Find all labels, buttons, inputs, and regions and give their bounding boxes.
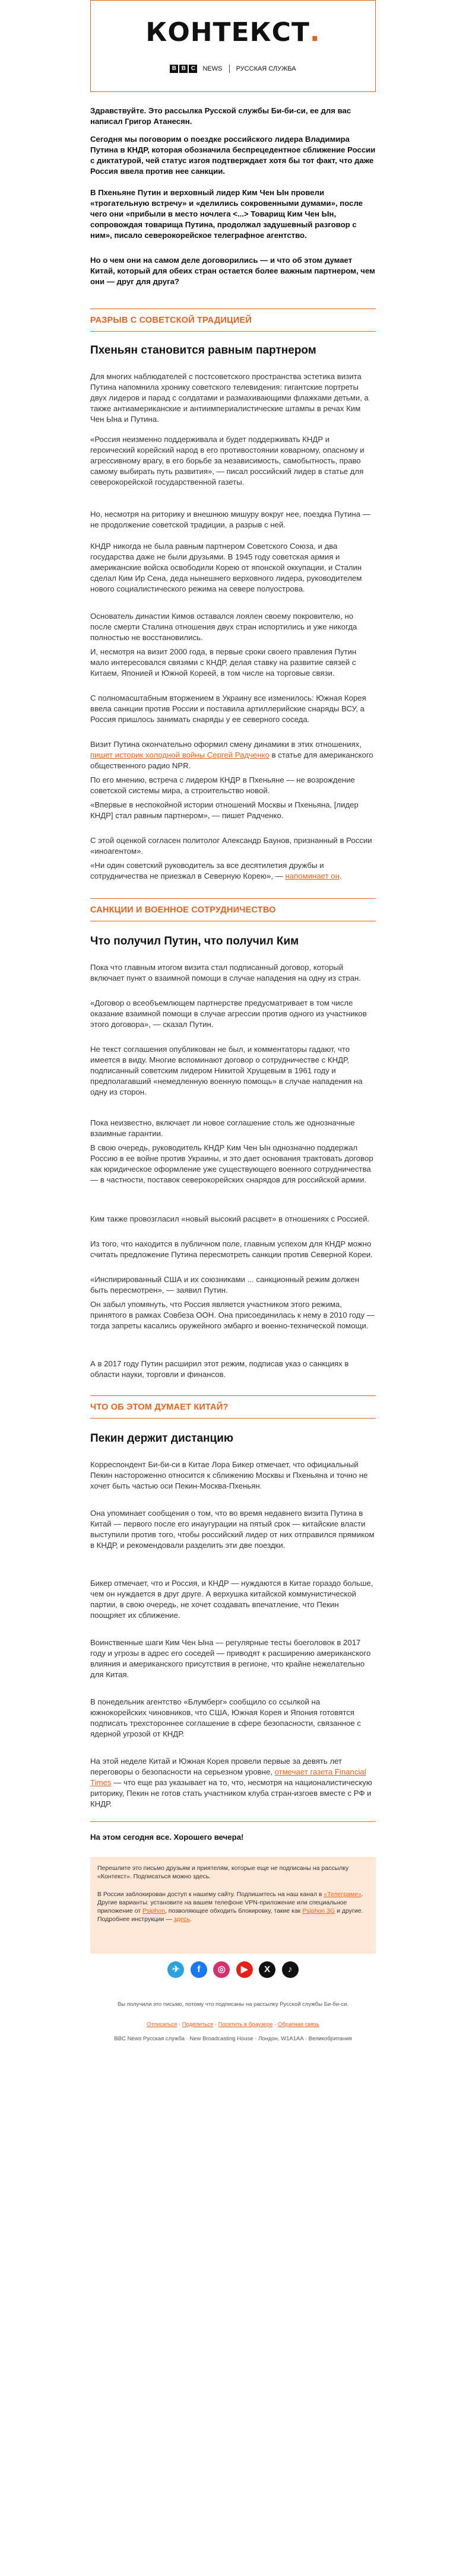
body-paragraph-with-link: На этой неделе Китай и Южная Корея провели первые за девять лет переговоры о безопасности на серьезном уровне, отмечает газета Financial Times — что еще раз указывает на то, что, несмотря на националистическую риторику, Пекин не готов стать участником клуба стран-изгоев вместе с РФ и КНДР. — [90, 1757, 372, 1808]
section-heading: Пхеньян становится равным партнером — [90, 344, 316, 357]
body-paragraph: И, несмотря на визит 2000 года, в первые сроки своего правления Путин мало интересовался связями с КНДР, делая ставку на развитие связей с Китаем, Японией и Южной Кореей, в том числе на торговые связи. — [90, 647, 357, 678]
body-paragraph: Она упоминает сообщения о том, что во время недавнего визита Путина в Китай — первого после его инаугурации на пятый срок — китайские власти выступили против того, чтобы российский лидер от них отправился прямиком в КНДР, и рекомендовали разделить эти две поездки. — [90, 1509, 375, 1550]
newsletter-header — [90, 0, 376, 92]
bbc-news-label: NEWS — [202, 65, 223, 72]
x-icon[interactable]: X — [259, 1961, 275, 1978]
body-paragraph: «Впервые в неспокойной истории отношений Москвы и Пхеньяна, [лидер КНДР] стал равным партнером», — пишет Радченко. — [90, 800, 359, 820]
telegram-icon[interactable]: ✈ — [167, 1961, 184, 1978]
social-icons-row — [0, 1961, 466, 1985]
psiphon-3g-link[interactable]: Psiphon 3G — [302, 1907, 335, 1914]
bbc-logo-box: B — [179, 65, 188, 73]
radchenko-article-link[interactable]: пишет историк холодной войны Сергей Радченко — [90, 750, 270, 759]
body-paragraph-with-link: «Ни один советский руководитель за все десятилетия дружбы и сотрудничества не приезжал в Северную Корею», — напоминает он. — [90, 861, 342, 880]
section-divider — [90, 1418, 376, 1419]
body-paragraph: Пока что главным итогом визита стал подписанный договор, который включает пункт о взаимной помощи в случае нападения на одну из стран. — [90, 963, 361, 982]
section-title: РАЗРЫВ С СОВЕТСКОЙ ТРАДИЦИЕЙ — [90, 316, 252, 325]
promo-block — [90, 1857, 376, 1954]
tiktok-icon[interactable]: ♪ — [282, 1961, 299, 1978]
footer-notice: Вы получили это письмо, потому что подписаны на рассылку Русской службы Би-би-си. — [117, 2001, 349, 2008]
youtube-icon[interactable]: ▶ — [236, 1961, 253, 1978]
instagram-icon[interactable]: ◎ — [213, 1961, 230, 1978]
section-divider — [90, 1821, 376, 1822]
lead-paragraph: Сегодня мы поговорим о поездке российского лидера Владимира Путина в КНДР, которая обозначила беспрецедентное сближение России с диктатурой, чей статус изгоя подтверждает хотя бы тот факт, что даже Россия ввела против нее санкции. — [90, 135, 376, 176]
body-paragraph: По его мнению, встреча с лидером КНДР в Пхеньяне — не возрождение советской системы мира, а строительство новой. — [90, 775, 355, 795]
footer-links: Отписаться · Поделиться · Посетить в браузере · Обратная связь — [147, 2021, 319, 2028]
telegram-channel-link[interactable]: «Телеграме» — [324, 1891, 362, 1898]
bbc-logo-box: B — [170, 65, 178, 73]
footer-address: BBC News Русская служба · New Broadcasting House · Лондон, W1A1AA · Великобритания — [114, 2036, 352, 2042]
body-paragraph: Для многих наблюдателей с постсоветского пространства эстетика визита Путина напомнила хронику советского телевидения: гигантские портреты двух лидеров и парад с солдатами и размахивающими флажками детьми, а также антиамериканские и антиимпериалистические штампы в речах Ким Чен Ына и Путина. — [90, 372, 369, 424]
body-paragraph: Он забыл упомянуть, что Россия является участником этого режима, принятого в рамках Совбеза ООН. Она присоединилась к нему в 2010 году — тогда запреты касались оружейного эмбарго и военно-технической помощи. — [90, 1300, 375, 1330]
facebook-icon[interactable]: f — [191, 1961, 207, 1978]
feedback-link[interactable]: Обратная связь — [277, 2021, 319, 2028]
body-paragraph: Бикер отмечает, что и Россия, и КНДР — нуждаются в Китае гораздо больше, чем он нуждается в друг друге. А верхушка китайской коммунистической партии, в свою очередь, не хочет создавать впечатление, что Пекин поощряет их сближение. — [90, 1579, 373, 1620]
body-paragraph: С полномасштабным вторжением в Украину все изменилось: Южная Корея ввела санкции против России и поставила артиллерийские снаряды ВСУ, а Россия пришлось занимать снаряды у ее северного соседа. — [90, 694, 366, 724]
body-paragraph: Но, несмотря на риторику и внешнюю мишуру вокруг нее, поездка Путина — не продолжение советской традиции, а разрыв с ней. — [90, 510, 370, 529]
bbc-branding — [91, 65, 375, 73]
promo-access-text: В России заблокирован доступ к нашему сайту. Подпишитесь на наш канал в «Телеграме». Другие варианты: установите на вашем телефоне VPN-приложение или специальное приложение от Psiphon, позволяющее обходить блокировку, такие как Psiphon 3G и другие. Подробнее инструкции — здесь. — [97, 1891, 363, 1923]
body-paragraph: А в 2017 году Путин расширил этот режим, подписав указ о санкциях в области науки, торговли и финансов. — [90, 1359, 349, 1379]
intro-question: Но о чем они на самом деле договорились — и что об этом думает Китай, который для обеих стран остается более важным партнером, чем они — друг для друга? — [90, 256, 375, 286]
section-divider — [90, 331, 376, 332]
unsubscribe-link[interactable]: Отписаться — [147, 2021, 177, 2028]
service-name: РУССКАЯ СЛУЖБА — [236, 65, 296, 72]
body-paragraph: «Инспирированный США и их союзниками ... санкционный режим должен быть пересмотрен», — заявил Путин. — [90, 1275, 359, 1295]
body-paragraph: Основатель династии Кимов оставался лоялен своему покровителю, но после смерти Сталина отношения двух стран испортились и уже никогда полностью не восстановились. — [90, 612, 357, 642]
body-paragraph: Воинственные шаги Ким Чен Ына — регулярные тесты боеголовок в 2017 году и угрозы в адрес его соседей — приводят к расширению американского влияния и американского присутствия в регионе, что крайне нежелательно для Китая. — [90, 1638, 371, 1679]
section-heading: Что получил Путин, что получил Ким — [90, 935, 299, 947]
view-in-browser-link[interactable]: Посетить в браузере — [218, 2021, 273, 2028]
section-divider — [90, 1395, 376, 1396]
psiphon-link[interactable]: Psiphon — [142, 1907, 165, 1914]
section-divider — [90, 898, 376, 899]
body-paragraph: Ким также провозгласил «новый высокий расцвет» в отношениях с Россией. — [90, 1214, 370, 1223]
body-paragraph: С этой оценкой согласен политолог Александр Баунов, признанный в России «иноагентом». — [90, 836, 372, 856]
bbc-logo-box: C — [189, 65, 197, 73]
body-paragraph: В понедельник агентство «Блумберг» сообщило со ссылкой на южнокорейских чиновников, что США, Южная Корея и Япония готовятся подписать трехстороннее соглашение в сфере безопасности, связанное с ядерной угрозой от КНДР. — [90, 1697, 361, 1738]
promo-forward-text: Перешлите это письмо друзьям и приятелям, которые еще не подписаны на рассылку «Контекст». Подписаться можно здесь. — [97, 1865, 349, 1880]
closing-line: На этом сегодня все. Хорошего вечера! — [90, 1833, 244, 1842]
section-title: ЧТО ОБ ЭТОМ ДУМАЕТ КИТАЙ? — [90, 1403, 229, 1412]
section-heading: Пекин держит дистанцию — [90, 1432, 234, 1445]
body-paragraph: Пока неизвестно, включает ли новое соглашение столь же однозначные взаимные гарантии. — [90, 1118, 355, 1138]
body-paragraph: В свою очередь, руководитель КНДР Ким Чен Ын однозначно поддержал Россию в ее войне против Украины, и это дает основания трактовать договор как юридическое оформление уже существующего военного сотрудничества — в частности, поставок северокорейских снарядов для российской армии. — [90, 1143, 373, 1184]
instructions-link[interactable]: здесь — [173, 1916, 191, 1923]
body-paragraph: Корреспондент Би-би-си в Китае Лора Бикер отмечает, что официальный Пекин настороженно относится к сближению Москвы и Пхеньяна и точно не хочет быть частью оси Пекин-Москва-Пхеньян. — [90, 1460, 368, 1490]
body-paragraph-with-link: Визит Путина окончательно оформил смену динамики в этих отношениях, пишет историк холодной войны Сергей Радченко в статье для американского общественного радио NPR. — [90, 740, 373, 770]
body-paragraph: «Россия неизменно поддерживала и будет поддерживать КНДР и героический корейский народ в его противостоянии коварному, опасному и агрессивному врагу, в его борьбе за независимость, самобытность, право самому выбирать путь развития», — писал российский лидер в статье для северокорейской государственной газеты. — [90, 435, 364, 486]
section-title: САНКЦИИ И ВОЕННОЕ СОТРУДНИЧЕСТВО — [90, 905, 276, 915]
kontekst-logo[interactable]: КОНТЕКСТ. — [145, 17, 321, 47]
baunov-quote-link[interactable]: напоминает он — [285, 872, 340, 880]
share-link[interactable]: Поделиться — [182, 2021, 214, 2028]
greeting: Здравствуйте. Это рассылка Русской службы Би-би-си, ее для вас написал Григор Атанесян. — [90, 106, 351, 126]
body-paragraph: «Договор о всеобъемлющем партнерстве предусматривает в том числе оказание взаимной помощи в случае агрессии против одного из участников этого договора», — сказал Путин. — [90, 998, 367, 1029]
body-paragraph: Не текст соглашения опубликован не был, и комментаторы гадают, что имеется в виду. Многие вспоминают договор о сотрудничестве с КНДР, подписанный советским лидером Никитой Хрущевым в 1961 году и предполагавший «немедленную военную помощь» в случае нападения на одну из сторон. — [90, 1045, 363, 1096]
financial-times-link[interactable]: отмечает газета Financial Times — [90, 1767, 366, 1787]
body-paragraph: КНДР никогда не была равным партнером Советского Союза, и два государства даже не были друзьями. В 1945 году советская армия и американские войска освободили Корею от японской оккупации, и Сталин сделал Ким Ир Сена, деда нынешнего верховного лидера, руководителем нового социалистического режима на севере полуострова. — [90, 542, 362, 593]
body-paragraph: Из того, что находится в публичном поле, главным успехом для КНДР можно считать предложение Путина пересмотреть санкции против Северной Кореи. — [90, 1239, 373, 1259]
divider — [229, 65, 230, 73]
intro-quote-paragraph: В Пхеньяне Путин и верховный лидер Ким Чен Ын провели «трогательную встречу» и «делились сокровенными думами», после чего они «прибыли в место ночлега <...> Товарищ Ким Чен Ын, сопровождая товарища Путина, продолжал задушевный разговор с ним», писало северокорейское телеграфное агентство. — [90, 188, 363, 240]
